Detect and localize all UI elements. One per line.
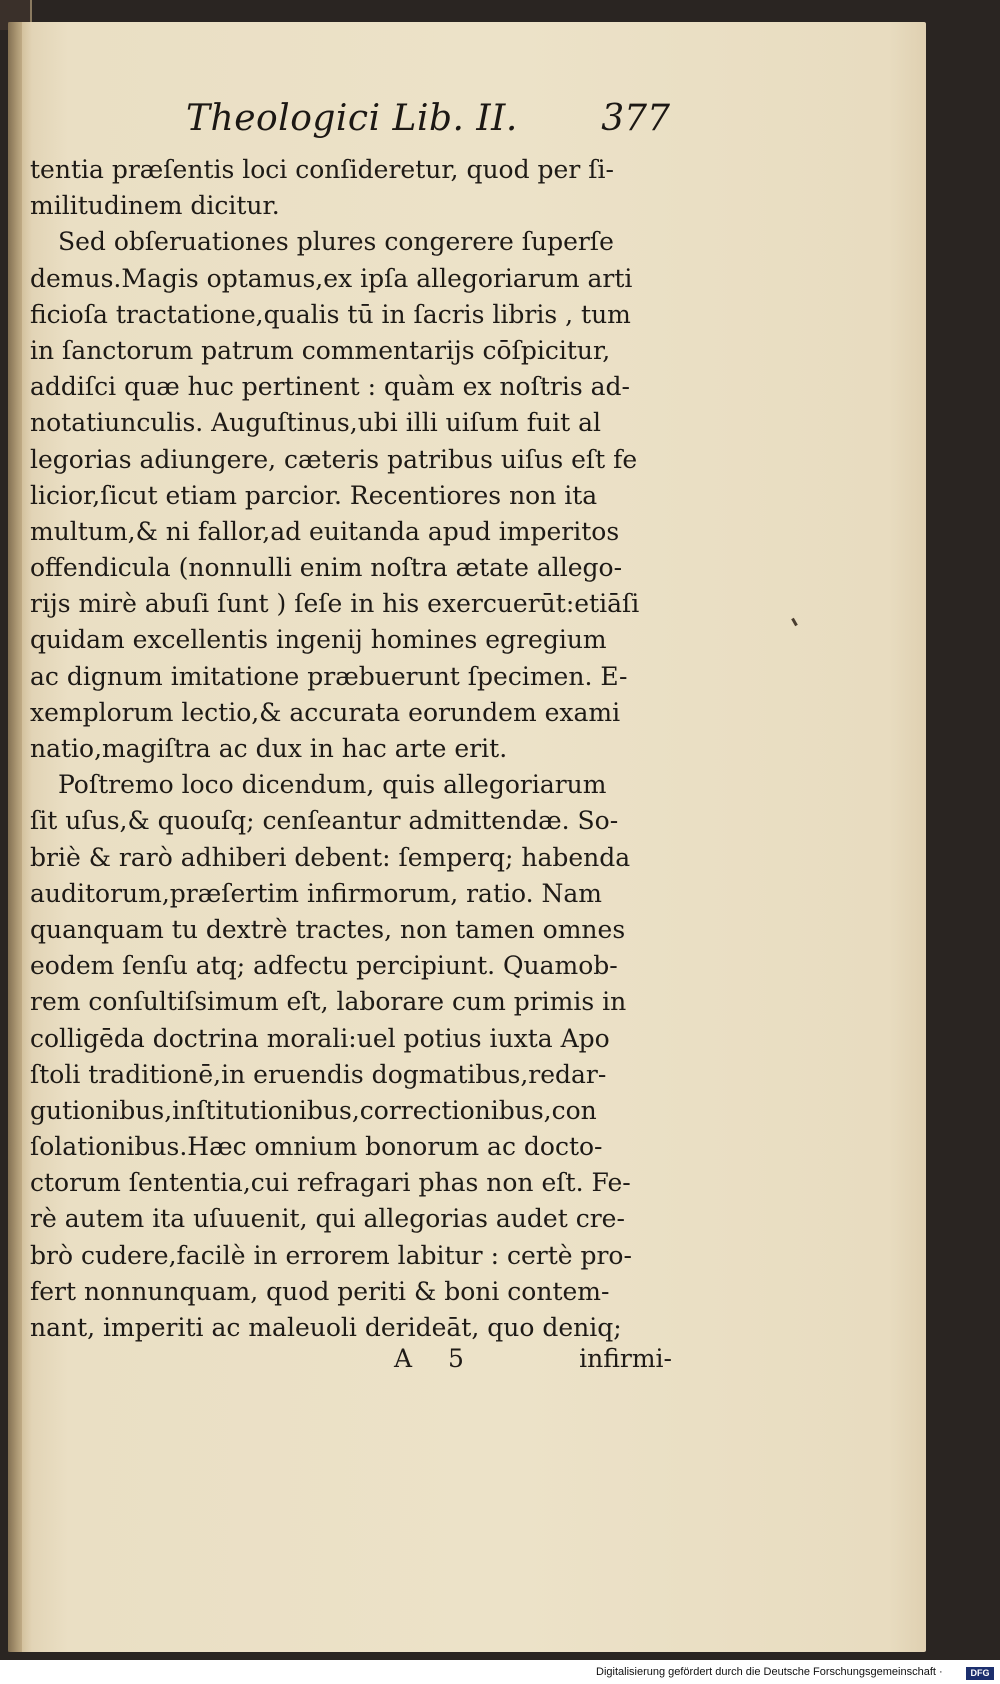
text-line: addiſci quæ huc pertinent : quàm ex noſtris ad- [30,372,630,402]
text-line: quanquam tu dextrè tractes, non tamen omnes [30,914,626,944]
text-line: offendicula (nonnulli enim noſtra ætate allego- [30,553,623,583]
text-line: tentia præſentis loci conſideretur, quod per ſi- [30,155,614,184]
text-line: ctorum ſententia,cui refragari phas non eſt. Fe- [30,1168,631,1198]
body-text [30,152,670,1346]
digitization-credit: Digitalisierung gefördert durch die Deutsche Forschungsgemeinschaft · [596,1666,943,1678]
page-number: 377 [601,98,670,139]
text-line: Sed obſeruationes plures congerere ſuperſe [58,227,614,257]
text-line: rè autem ita uſuuenit, qui allegorias audet cre- [30,1204,625,1234]
catchword: infirmi- [579,1344,672,1373]
running-title: Theologici Lib. II. [186,98,518,139]
text-line: briè & rarò adhiberi debent: ſemperq; habenda [30,842,631,872]
text-line: auditorum,præſertim infirmorum, ratio. Nam [30,878,602,908]
dfg-logo: DFG [966,1667,994,1680]
text-line: licior,ſicut etiam parcior. Recentiores non ita [30,480,598,510]
text-line: demus.Magis optamus,ex ipſa allegoriarum arti [30,263,633,293]
text-line: quidam excellentis ingenij homines egregium [30,625,607,655]
text-line: natio,magiſtra ac dux in hac arte erit. [30,734,508,763]
text-line: ſit uſus,& quouſq; cenſeantur admittendæ. So- [30,806,619,836]
signature-mark: A 5 [394,1344,478,1373]
text-line: gutionibus,inſtitutionibus,correctionibus,con [30,1095,597,1125]
text-line: rem conſultiſsimum eſt, laborare cum primis in [30,987,627,1017]
text-line: colligēda doctrina morali:uel potius iuxta Apo [30,1023,610,1053]
text-line: eodem ſenſu atq; adfectu percipiunt. Quamob- [30,951,618,981]
text-line: xemplorum lectio,& accurata eorundem exami [30,697,621,727]
text-line: legorias adiungere, cæteris patribus uiſus eſt fe [30,444,638,474]
text-line: fert nonnunquam, quod periti & boni contem- [30,1276,610,1306]
text-line: multum,& ni fallor,ad euitanda apud imperitos [30,516,620,546]
page-footer [30,1344,670,1380]
text-line: in ſanctorum patrum commentarijs cōſpicitur, [30,335,611,365]
text-line: militudinem dicitur. [30,191,280,221]
text-line: ficioſa tractatione,qualis tū in ſacris libris , tum [30,299,631,329]
text-line: ac dignum imitatione præbuerunt ſpecimen. E- [30,661,628,691]
text-line: nant, imperiti ac maleuoli derideāt, quo deniq; [30,1313,622,1342]
text-line: notatiunculis. Auguſtinus,ubi illi uiſum fuit al [30,408,602,438]
text-line: Poſtremo loco dicendum, quis allegoriarum [58,770,607,800]
text-line: ſolationibus.Hæc omnium bonorum ac docto- [30,1132,603,1162]
text-line: rijs mirè abuſi ſunt ) ſeſe in his exercuerūt:etiāſi [30,589,640,619]
text-line: brò cudere,facilè in errorem labitur : certè pro- [30,1240,632,1270]
ink-speck [791,618,798,626]
page-spine-shadow [8,22,22,1652]
text-line: ſtoli traditionē,in eruendis dogmatibus,redar- [30,1059,607,1089]
running-head [30,98,670,148]
